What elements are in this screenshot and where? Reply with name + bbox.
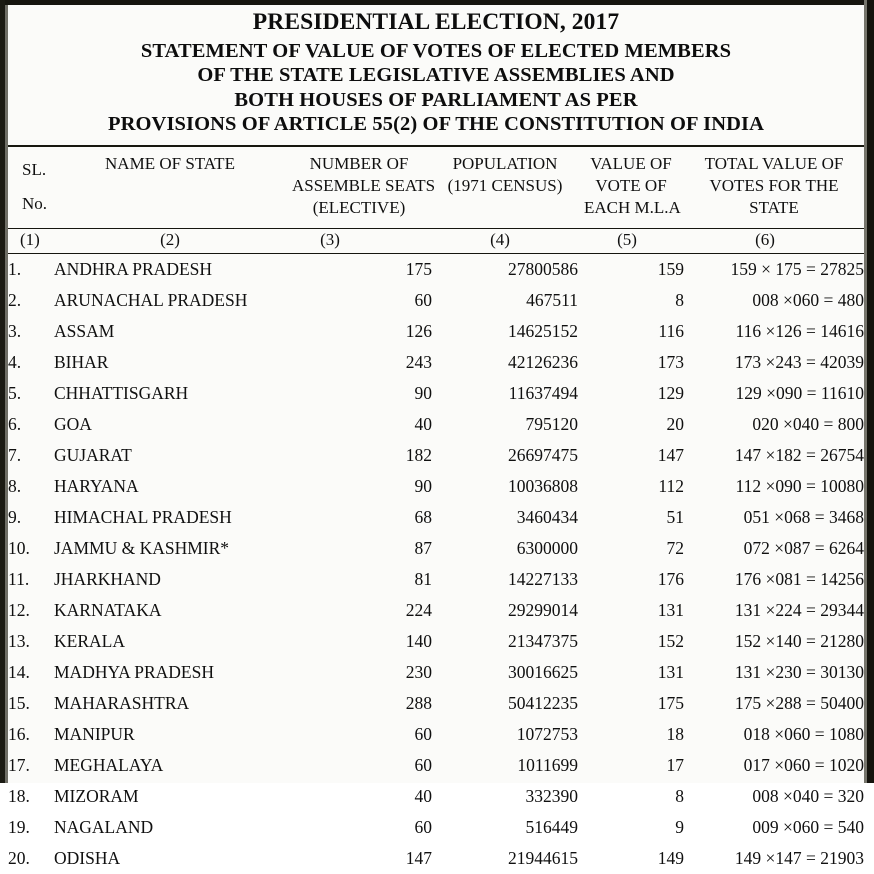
- cell-sl: 20.: [8, 847, 30, 868]
- title-line-4: BOTH HOUSES OF PARLIAMENT AS PER: [234, 88, 638, 111]
- cell-sl: 14.: [8, 661, 30, 682]
- cell-population: 1011699: [517, 754, 578, 775]
- cell-value-per-mla: 175: [657, 692, 684, 713]
- votes-value-table: [8, 145, 864, 874]
- cell-sl: 11.: [8, 568, 30, 589]
- cell-total-value: 159 × 175 = 27825: [730, 258, 864, 279]
- table-row: [8, 688, 864, 719]
- column-header-state: [54, 147, 286, 229]
- cell-seats: 60: [414, 723, 432, 744]
- column-number-6: (6): [684, 228, 864, 253]
- cell-total-value: 051 ×068 = 3468: [743, 506, 864, 527]
- cell-total-value: 131 ×230 = 30130: [734, 661, 864, 682]
- column-number-1: (1): [8, 228, 54, 253]
- cell-population: 467511: [526, 289, 578, 310]
- table-row: [8, 471, 864, 502]
- title-line-3: OF THE STATE LEGISLATIVE ASSEMBLIES AND: [197, 64, 675, 86]
- table-row: [8, 378, 864, 409]
- cell-state: MADHYA PRADESH: [54, 661, 214, 682]
- cell-state: GOA: [54, 413, 92, 434]
- table-row: [8, 502, 864, 533]
- cell-value-per-mla: 173: [657, 351, 684, 372]
- cell-seats: 68: [414, 506, 432, 527]
- table-header: [8, 146, 864, 254]
- cell-total-value: 173 ×243 = 42039: [734, 351, 864, 372]
- column-header-total-line-3: STATE: [749, 197, 799, 217]
- column-number-2: (2): [54, 228, 286, 253]
- table-row: [8, 626, 864, 657]
- cell-sl: 12.: [8, 599, 30, 620]
- cell-population: 3460434: [516, 506, 578, 527]
- cell-value-per-mla: 129: [657, 382, 684, 403]
- column-header-seats-line-1: NUMBER OF: [309, 153, 409, 173]
- cell-total-value: 008 ×040 = 320: [752, 785, 864, 806]
- column-header-total-line-2: VOTES FOR THE: [709, 175, 839, 195]
- cell-population: 332390: [525, 785, 578, 806]
- table-row: [8, 595, 864, 626]
- cell-population: 26697475: [508, 444, 578, 465]
- cell-value-per-mla: 131: [657, 661, 684, 682]
- title-line-1: PRESIDENTIAL ELECTION, 2017: [252, 9, 620, 35]
- cell-seats: 140: [405, 630, 432, 651]
- cell-seats: 60: [414, 289, 432, 310]
- cell-state: JAMMU & KASHMIR*: [54, 537, 230, 558]
- cell-seats: 90: [414, 382, 432, 403]
- cell-total-value: 020 ×040 = 800: [752, 413, 864, 434]
- table-row: [8, 719, 864, 750]
- cell-sl: 7.: [8, 444, 22, 465]
- column-number-4: (4): [432, 228, 578, 253]
- cell-value-per-mla: 116: [658, 320, 684, 341]
- document-sheet: [8, 5, 864, 868]
- cell-value-per-mla: 159: [657, 258, 684, 279]
- cell-sl: 10.: [8, 537, 30, 558]
- scan-edge-right-inner: [864, 0, 867, 783]
- table-row: [8, 750, 864, 781]
- document-title-block: [8, 5, 864, 137]
- cell-seats: 230: [405, 661, 432, 682]
- column-number-5: (5): [578, 228, 684, 253]
- cell-seats: 224: [405, 599, 432, 620]
- cell-state: CHHATTISGARH: [54, 382, 189, 403]
- table-row: [8, 285, 864, 316]
- cell-state: MAHARASHTRA: [54, 692, 190, 713]
- cell-value-per-mla: 176: [657, 568, 684, 589]
- cell-population: 6300000: [516, 537, 578, 558]
- cell-sl: 16.: [8, 723, 30, 744]
- cell-value-per-mla: 17: [666, 754, 684, 775]
- title-line-2: STATEMENT OF VALUE OF VOTES OF ELECTED MEMBERS: [140, 39, 732, 62]
- column-header-value: [578, 147, 684, 229]
- cell-population: 21944615: [508, 847, 578, 868]
- cell-population: 27800586: [508, 258, 578, 279]
- column-header-seats-line-2: ASSEMBLE SEATS: [292, 175, 436, 195]
- cell-total-value: 009 ×060 = 540: [752, 816, 864, 837]
- cell-state: MIZORAM: [54, 785, 139, 806]
- cell-seats: 182: [405, 444, 432, 465]
- cell-seats: 147: [405, 847, 432, 868]
- column-header-population-line-1: POPULATION: [452, 153, 558, 173]
- cell-sl: 18.: [8, 785, 30, 806]
- cell-seats: 126: [405, 320, 432, 341]
- cell-seats: 81: [414, 568, 432, 589]
- cell-state: HIMACHAL PRADESH: [54, 506, 232, 527]
- cell-seats: 87: [414, 537, 432, 558]
- cell-value-per-mla: 131: [657, 599, 684, 620]
- column-number-3: (3): [286, 228, 432, 253]
- cell-state: KERALA: [54, 630, 125, 651]
- scan-edge-right: [867, 0, 874, 783]
- cell-seats: 288: [405, 692, 432, 713]
- cell-state: NAGALAND: [54, 816, 154, 837]
- cell-sl: 4.: [8, 351, 22, 372]
- cell-sl: 6.: [8, 413, 22, 434]
- cell-seats: 40: [414, 413, 432, 434]
- table-body: [8, 253, 864, 874]
- table-row: [8, 843, 864, 874]
- column-header-sl: [8, 147, 54, 229]
- table-row: [8, 564, 864, 595]
- cell-state: JHARKHAND: [54, 568, 161, 589]
- table-header-row: [8, 147, 864, 229]
- cell-sl: 8.: [8, 475, 22, 496]
- cell-population: 11637494: [508, 382, 578, 403]
- cell-sl: 5.: [8, 382, 22, 403]
- cell-state: ODISHA: [54, 847, 121, 868]
- cell-state: ANDHRA PRADESH: [54, 258, 213, 279]
- cell-total-value: 175 ×288 = 50400: [734, 692, 864, 713]
- cell-total-value: 152 ×140 = 21280: [734, 630, 864, 651]
- cell-population: 516449: [525, 816, 578, 837]
- cell-total-value: 112 ×090 = 10080: [735, 475, 864, 496]
- column-header-seats-line-3: (ELECTIVE): [312, 197, 406, 217]
- cell-population: 795120: [525, 413, 578, 434]
- cell-state: BIHAR: [54, 351, 109, 372]
- cell-value-per-mla: 152: [657, 630, 684, 651]
- cell-total-value: 147 ×182 = 26754: [734, 444, 864, 465]
- cell-seats: 60: [414, 816, 432, 837]
- cell-seats: 175: [405, 258, 432, 279]
- cell-sl: 9.: [8, 506, 22, 527]
- cell-state: KARNATAKA: [54, 599, 162, 620]
- table-row: [8, 781, 864, 812]
- column-header-sl-line-2: No.: [22, 193, 48, 213]
- cell-sl: 17.: [8, 754, 30, 775]
- column-header-population-line-2: (1971 CENSUS): [447, 175, 563, 195]
- column-header-total: [684, 147, 864, 229]
- cell-value-per-mla: 20: [666, 413, 684, 434]
- cell-population: 21347375: [508, 630, 578, 651]
- column-header-population: [432, 147, 578, 229]
- cell-state: GUJARAT: [54, 444, 132, 465]
- cell-state: MEGHALAYA: [54, 754, 164, 775]
- cell-value-per-mla: 149: [657, 847, 684, 868]
- column-header-seats: [286, 147, 436, 229]
- cell-value-per-mla: 51: [666, 506, 684, 527]
- cell-population: 1072753: [516, 723, 578, 744]
- table-row: [8, 440, 864, 471]
- cell-seats: 90: [414, 475, 432, 496]
- cell-total-value: 149 ×147 = 21903: [734, 847, 864, 868]
- column-header-value-line-2: VOTE OF: [595, 175, 667, 195]
- cell-value-per-mla: 147: [657, 444, 684, 465]
- cell-total-value: 072 ×087 = 6264: [743, 537, 864, 558]
- cell-seats: 60: [414, 754, 432, 775]
- table-row: [8, 812, 864, 843]
- column-header-value-line-1: VALUE OF: [590, 153, 672, 173]
- table-row: [8, 533, 864, 564]
- cell-seats: 243: [405, 351, 432, 372]
- cell-value-per-mla: 9: [675, 816, 684, 837]
- table-row: [8, 253, 864, 285]
- column-number-row: [8, 228, 864, 253]
- cell-value-per-mla: 8: [675, 785, 684, 806]
- cell-total-value: 131 ×224 = 29344: [734, 599, 864, 620]
- cell-population: 10036808: [508, 475, 578, 496]
- cell-value-per-mla: 8: [675, 289, 684, 310]
- cell-sl: 2.: [8, 289, 22, 310]
- cell-value-per-mla: 18: [666, 723, 684, 744]
- table-row: [8, 316, 864, 347]
- cell-population: 14227133: [508, 568, 578, 589]
- column-header-sl-line-1: SL.: [22, 159, 47, 179]
- cell-population: 14625152: [508, 320, 578, 341]
- cell-sl: 19.: [8, 816, 30, 837]
- cell-total-value: 176 ×081 = 14256: [734, 568, 864, 589]
- cell-population: 30016625: [508, 661, 578, 682]
- column-header-total-line-1: TOTAL VALUE OF: [704, 153, 844, 173]
- cell-sl: 15.: [8, 692, 30, 713]
- table-row: [8, 347, 864, 378]
- cell-population: 29299014: [508, 599, 578, 620]
- cell-total-value: 008 ×060 = 480: [752, 289, 864, 310]
- cell-sl: 1.: [8, 258, 22, 279]
- cell-state: ASSAM: [54, 320, 115, 341]
- cell-value-per-mla: 112: [658, 475, 684, 496]
- cell-state: MANIPUR: [54, 723, 135, 744]
- cell-population: 42126236: [508, 351, 578, 372]
- table-row: [8, 657, 864, 688]
- cell-sl: 3.: [8, 320, 22, 341]
- cell-sl: 13.: [8, 630, 30, 651]
- cell-value-per-mla: 72: [666, 537, 684, 558]
- cell-total-value: 017 ×060 = 1020: [743, 754, 864, 775]
- column-header-state-line-1: NAME OF STATE: [105, 153, 235, 173]
- cell-total-value: 116 ×126 = 14616: [735, 320, 864, 341]
- cell-state: ARUNACHAL PRADESH: [54, 289, 248, 310]
- cell-total-value: 129 ×090 = 11610: [735, 382, 864, 403]
- cell-population: 50412235: [508, 692, 578, 713]
- cell-seats: 40: [414, 785, 432, 806]
- table-row: [8, 409, 864, 440]
- cell-total-value: 018 ×060 = 1080: [743, 723, 864, 744]
- column-header-value-line-3: EACH M.L.A: [584, 197, 681, 217]
- title-line-5: PROVISIONS OF ARTICLE 55(2) OF THE CONSTITUTION OF INDIA: [107, 113, 765, 135]
- cell-state: HARYANA: [54, 475, 139, 496]
